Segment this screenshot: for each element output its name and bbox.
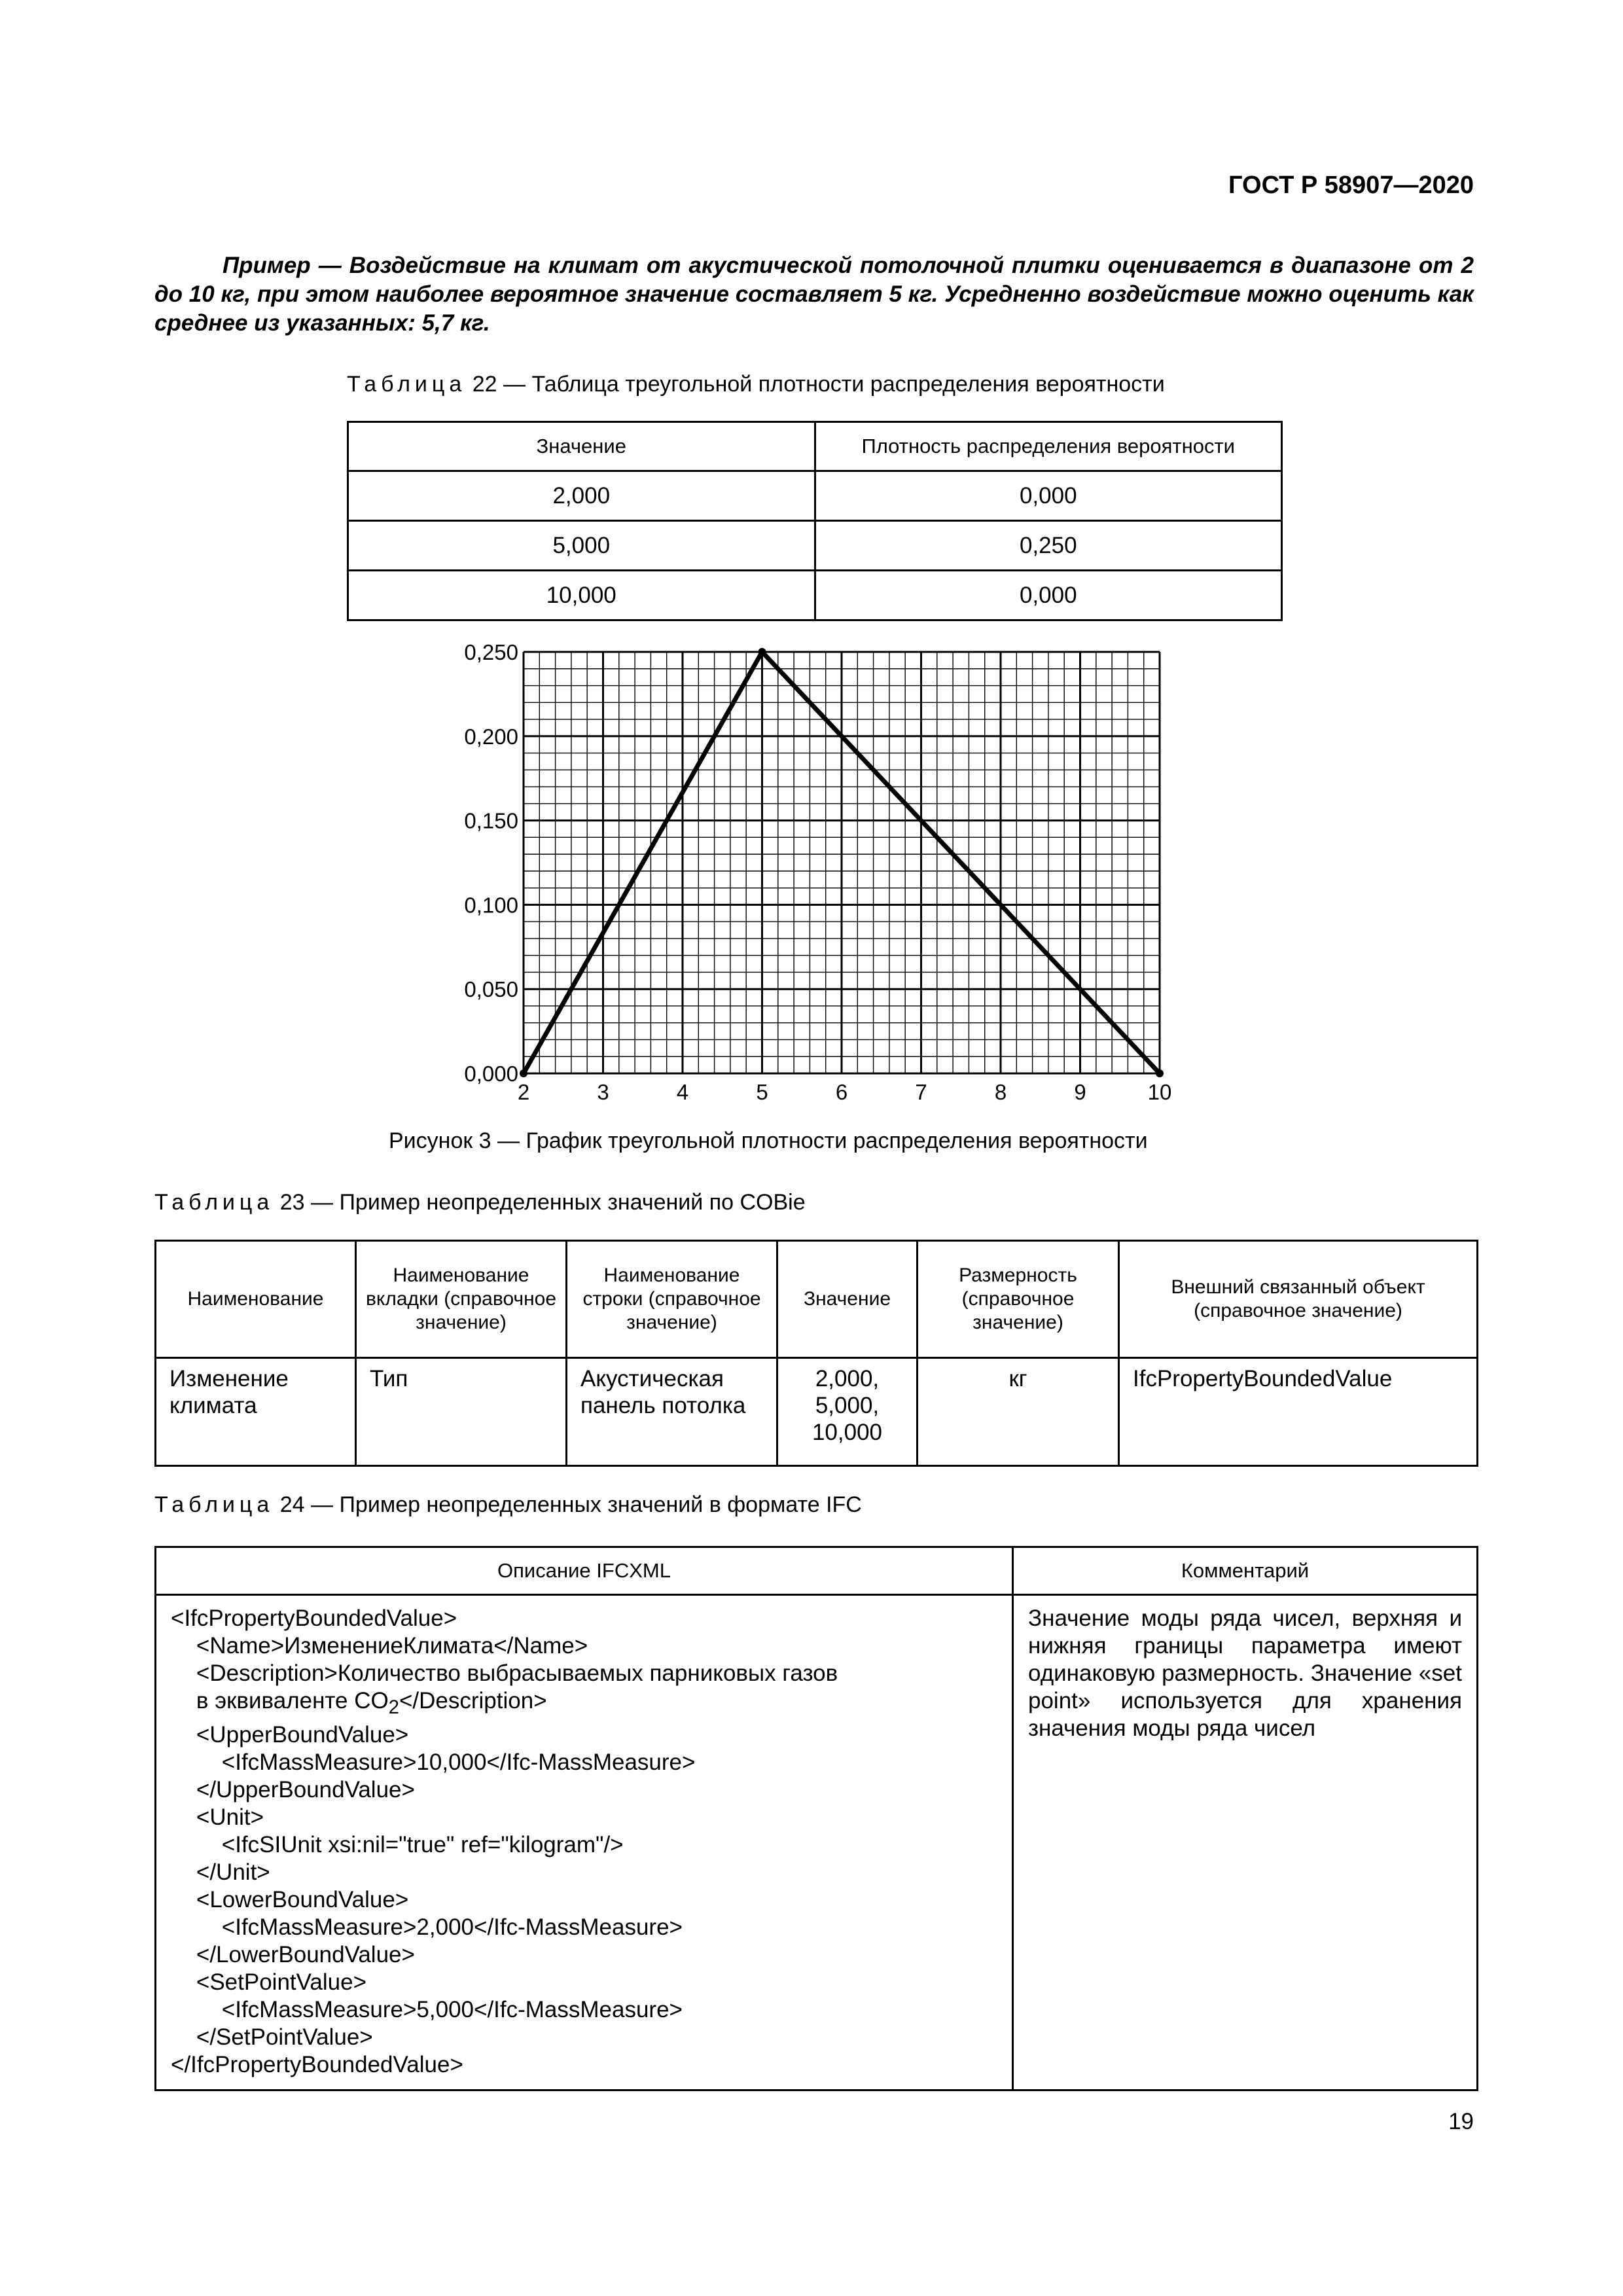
xml-line: </SetPointValue>: [171, 2024, 373, 2050]
xml-line-co2: в эквиваленте $CO_2</Description>$: [171, 1688, 547, 1718]
cell-density: 0,000: [815, 571, 1282, 620]
cell-value: 5,000: [348, 521, 815, 571]
table23-label: Таблица: [154, 1190, 274, 1215]
xml-line: </Unit>: [171, 1859, 270, 1885]
ifc-table: [154, 1546, 1478, 2091]
header-name: Наименование: [156, 1241, 356, 1358]
x-tick-label: 4: [676, 1080, 689, 1104]
xml-line: <Unit>: [171, 1804, 264, 1830]
table23-title: 23 — Пример неопределенных значений по COBie: [279, 1190, 806, 1215]
header-ifcxml: Описание IFCXML: [156, 1547, 1013, 1595]
x-tick-label: 5: [756, 1080, 768, 1104]
header-unit: Размерность (справочное значение): [918, 1241, 1119, 1358]
xml-line: </LowerBoundValue>: [171, 1942, 415, 1967]
xml-line: </IfcPropertyBoundedValue>: [171, 2052, 463, 2077]
cell-row-name: Акустическая панель потолка: [567, 1358, 777, 1466]
table22-label: Таблица: [347, 372, 467, 397]
cell-external-object: IfcPropertyBoundedValue: [1119, 1358, 1478, 1466]
header-row-name: Наименование строки (справочное значение): [567, 1241, 777, 1358]
example-paragraph: [154, 251, 1474, 338]
xml-line: <UpperBoundValue>: [171, 1722, 409, 1748]
cell-value: 10,000: [348, 571, 815, 620]
page-number: 19: [1448, 2109, 1474, 2134]
table22-caption: [347, 372, 1165, 397]
xml-line: <IfcMassMeasure>5,000</Ifc-MassMeasure>: [171, 1997, 683, 2022]
cell-value: 2,000: [348, 471, 815, 521]
cobie-table: [154, 1240, 1478, 1467]
chart-svg: [432, 628, 1191, 1104]
table24-label: Таблица: [154, 1492, 274, 1517]
probability-density-table: [347, 421, 1283, 621]
document-code: ГОСТ Р 58907—2020: [1228, 171, 1474, 199]
table24-caption: [154, 1492, 862, 1518]
y-tick-label: 0,150: [464, 808, 518, 833]
comment-cell: Значение моды ряда чисел, верхняя и нижняя границы параметра имеют одинаковую размерность. Значение «set point» используется для хранения значения моды ряда чисел: [1013, 1595, 1478, 2090]
table-row: [348, 521, 1282, 571]
cell-value: 2,000, 5,000, 10,000: [777, 1358, 918, 1466]
header-comment: Комментарий: [1013, 1547, 1478, 1595]
y-tick-label: 0,200: [464, 724, 518, 749]
header-tab-name: Наименование вкладки (справочное значение): [356, 1241, 567, 1358]
xml-line: <IfcMassMeasure>10,000</Ifc-MassMeasure>: [171, 1749, 696, 1775]
table22-title: 22 — Таблица треугольной плотности распределения вероятности: [472, 372, 1165, 397]
y-tick-label: 0,250: [464, 640, 518, 664]
header-value: Значение: [348, 422, 815, 471]
co2-subscript: 2: [388, 1697, 399, 1718]
table-row: [348, 571, 1282, 620]
header-density: Плотность распределения вероятности: [815, 422, 1282, 471]
table-header-row: [156, 1241, 1478, 1358]
x-tick-label: 3: [597, 1080, 609, 1104]
xml-line: <IfcMassMeasure>2,000</Ifc-MassMeasure>: [171, 1914, 683, 1940]
xml-code-cell: [156, 1595, 1013, 2090]
table24-title: 24 — Пример неопределенных значений в формате IFC: [279, 1492, 862, 1517]
xml-line: <Name>ИзменениеКлимата</Name>: [171, 1633, 588, 1659]
table-row: [156, 1358, 1478, 1466]
x-tick-label: 9: [1074, 1080, 1086, 1104]
data-point: [758, 648, 766, 656]
cell-name: Изменение климата: [156, 1358, 356, 1466]
table-header-row: [156, 1547, 1478, 1595]
x-tick-label: 2: [517, 1080, 530, 1104]
table-header-row: [348, 422, 1282, 471]
xml-line: <IfcSIUnit xsi:nil="true" ref="kilogram"/>: [171, 1832, 624, 1857]
x-tick-label: 10: [1147, 1080, 1172, 1104]
triangular-density-chart: [432, 628, 1191, 1103]
description-close: </Description>: [399, 1688, 547, 1713]
table23-caption: [154, 1190, 806, 1215]
xml-line: <IfcPropertyBoundedValue>: [171, 1605, 457, 1631]
x-tick-label: 7: [915, 1080, 927, 1104]
cell-density: 0,000: [815, 471, 1282, 521]
xml-line: <Description>Количество выбрасываемых парниковых газов: [171, 1660, 838, 1686]
header-external-object: Внешний связанный объект (справочное значение): [1119, 1241, 1478, 1358]
xml-line: <SetPointValue>: [171, 1969, 367, 1995]
data-point: [1156, 1069, 1164, 1077]
xml-line: <LowerBoundValue>: [171, 1887, 409, 1912]
y-tick-label: 0,050: [464, 977, 518, 1002]
x-tick-label: 6: [835, 1080, 848, 1104]
x-tick-label: 8: [994, 1080, 1007, 1104]
data-point: [520, 1069, 527, 1077]
cell-tab: Тип: [356, 1358, 567, 1466]
header-value: Значение: [777, 1241, 918, 1358]
table-row: [348, 471, 1282, 521]
cell-unit: кг: [918, 1358, 1119, 1466]
xml-line: </UpperBoundValue>: [171, 1777, 415, 1803]
y-tick-label: 0,100: [464, 893, 518, 918]
figure3-caption: Рисунок 3 — График треугольной плотности распределения вероятности: [389, 1128, 1148, 1153]
y-tick-label: 0,000: [464, 1062, 518, 1086]
cell-density: 0,250: [815, 521, 1282, 571]
example-text: Пример — Воздействие на климат от акустической потолочной плитки оценивается в диапазоне от 2 до 10 кг, при этом наиболее вероятное значение составляет 5 кг. Усредненно воздействие можно оценить как среднее из указанных: 5,7 кг.: [154, 253, 1474, 336]
table-row: [156, 1595, 1478, 2090]
